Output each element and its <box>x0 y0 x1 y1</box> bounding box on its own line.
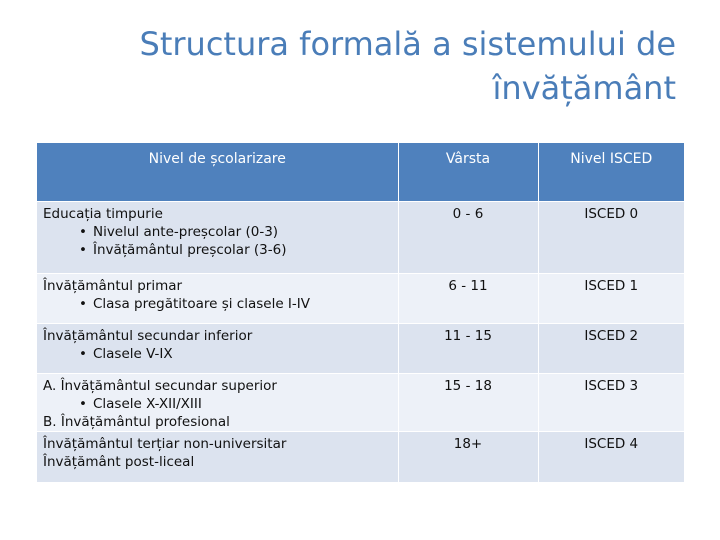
schooling-level-cell <box>37 324 398 374</box>
sub-level-item: • Clasele V-IX <box>43 345 398 363</box>
age-cell: 11 - 15 <box>398 324 538 374</box>
table-row <box>37 202 684 274</box>
table-row <box>37 324 684 374</box>
sub-level-item: • Învățământul preșcolar (3-6) <box>43 241 398 259</box>
level-name: B. Învățământul profesional <box>43 414 230 430</box>
sub-level-item: • Nivelul ante-preșcolar (0-3) <box>43 223 398 241</box>
age-cell: 15 - 18 <box>398 374 538 432</box>
header-isced-level: Nivel ISCED <box>538 143 684 202</box>
age-cell: 6 - 11 <box>398 274 538 324</box>
level-name: Învățământul secundar inferior <box>43 328 253 344</box>
page-title <box>76 22 676 110</box>
table-body <box>37 202 684 482</box>
isced-cell: ISCED 2 <box>538 324 684 374</box>
age-cell: 18+ <box>398 432 538 482</box>
header-schooling-level: Nivel de școlarizare <box>37 143 398 202</box>
education-levels-table <box>37 143 684 482</box>
table-row <box>37 432 684 482</box>
schooling-level-cell <box>37 374 398 432</box>
isced-cell: ISCED 0 <box>538 202 684 274</box>
table-row <box>37 374 684 432</box>
page-title-line-2: învățământ <box>492 69 676 107</box>
isced-cell: ISCED 3 <box>538 374 684 432</box>
sub-level-item: • Clasele X-XII/XIII <box>43 395 398 413</box>
level-name: Învățământul primar <box>43 278 183 294</box>
schooling-level-cell <box>37 202 398 274</box>
table-header-row <box>37 143 684 202</box>
sub-level-item: • Clasa pregătitoare și clasele I-IV <box>43 295 398 313</box>
schooling-level-cell <box>37 432 398 482</box>
level-name: Învățământul terțiar non-universitar <box>43 436 287 452</box>
header-age: Vârsta <box>398 143 538 202</box>
schooling-level-cell <box>37 274 398 324</box>
level-name: Educația timpurie <box>43 206 163 222</box>
table-row <box>37 274 684 324</box>
isced-cell: ISCED 1 <box>538 274 684 324</box>
level-name: A. Învățământul secundar superior <box>43 378 277 394</box>
page-title-line-1: Structura formală a sistemului de <box>139 25 676 63</box>
level-name: Învățământ post-liceal <box>43 454 195 470</box>
age-cell: 0 - 6 <box>398 202 538 274</box>
isced-cell: ISCED 4 <box>538 432 684 482</box>
